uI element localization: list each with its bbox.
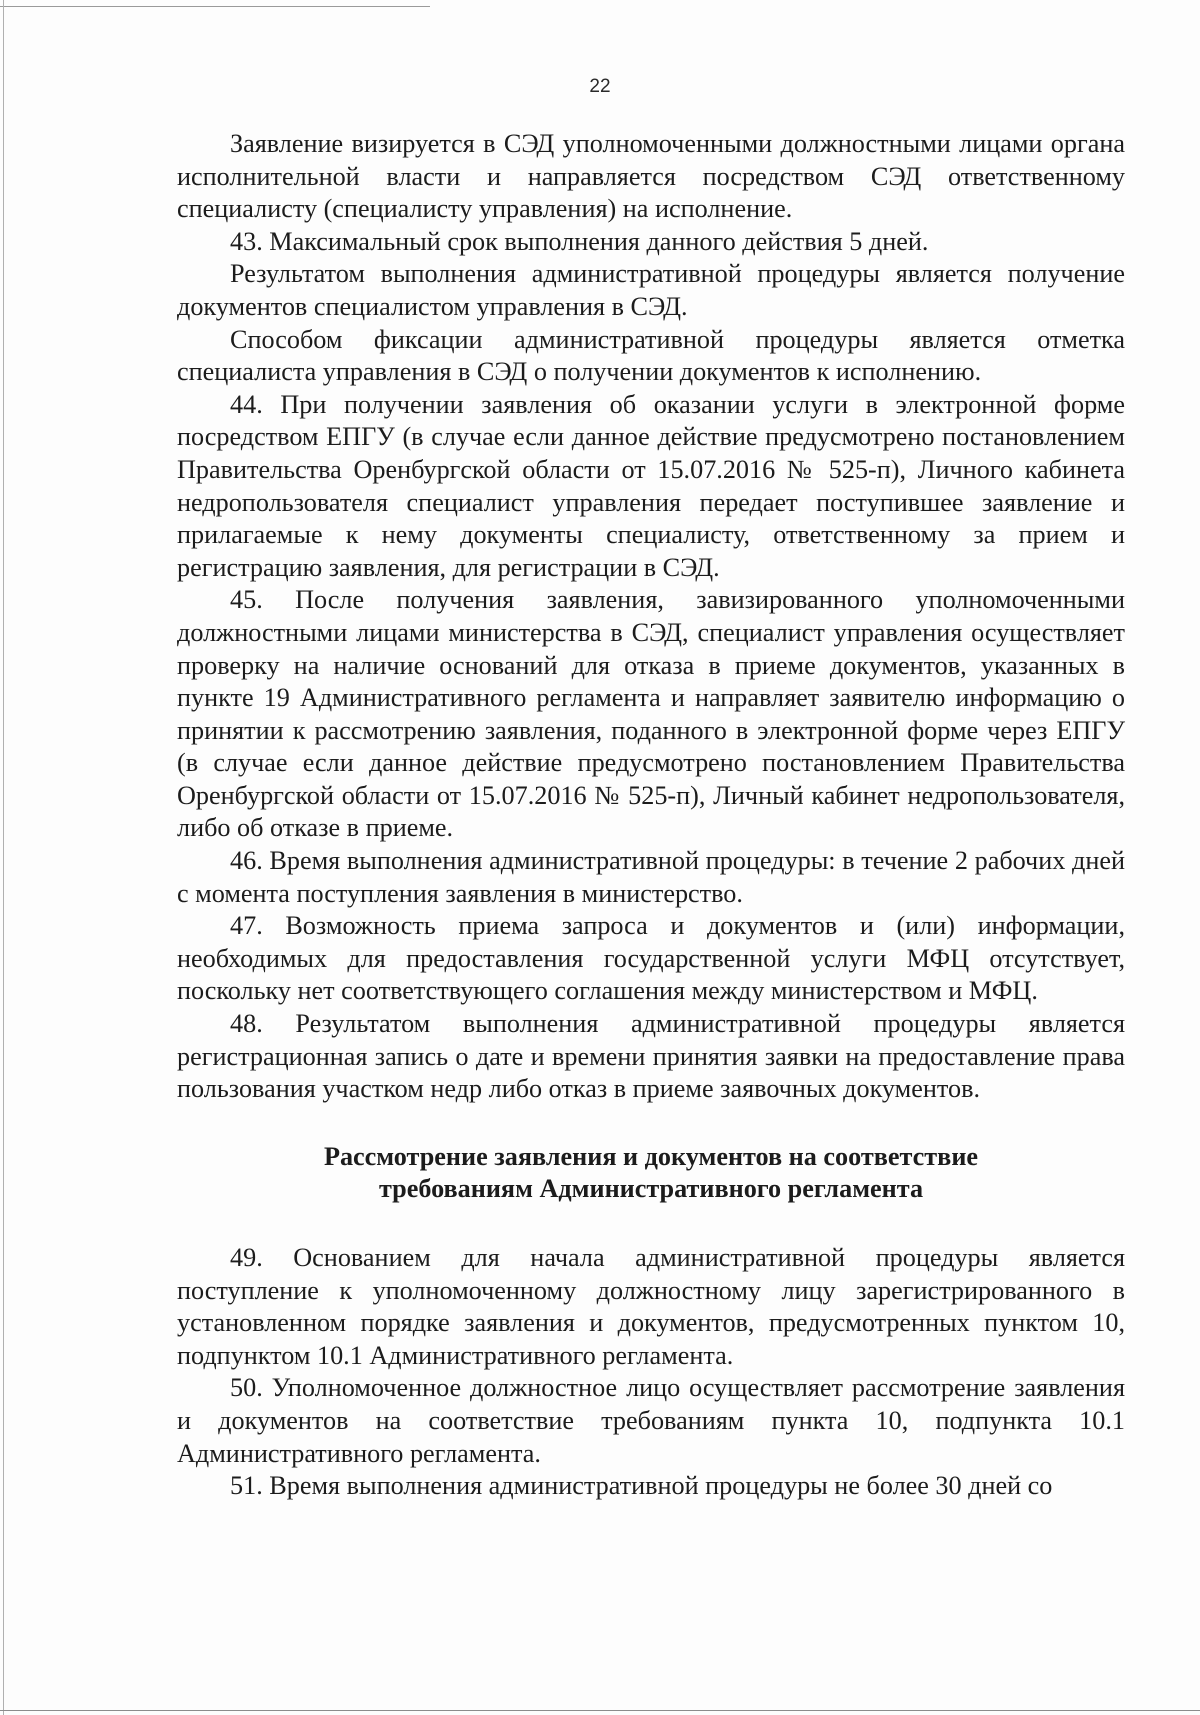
paragraph-endorsement: Заявление визируется в СЭД уполномоченными должностными лицами органа исполнительной власти и направляется посредством СЭД ответственному специалисту (специалисту управления) на исполнение. bbox=[177, 129, 1125, 224]
paragraph-45: 45. После получения заявления, завизированного уполномоченными должностными лицами министерства в СЭД, специалист управления осуществляет проверку на наличие оснований для отказа в приеме документов, указанных в пункте 19 Административного регламента и направляет заявителю информацию о принятии к рассмотрению заявления, поданного в электронной форме через ЕПГУ (в случае если данное действие предусмотрено постановлением Правительства Оренбургской области от 15.07.2016 № 525-п), Личный кабинет недропользователя, либо об отказе в приеме. bbox=[177, 585, 1125, 843]
paragraph-51: 51. Время выполнения административной процедуры не более 30 дней со bbox=[230, 1471, 1053, 1501]
scan-edge-top bbox=[0, 6, 430, 7]
paragraph-49: 49. Основанием для начала административной процедуры является поступление к уполномоченному должностному лицу зарегистрированного в установленном порядке заявления и документов, предусмотренных пунктом 10, подпунктом 10.1 Административного регламента. bbox=[177, 1243, 1125, 1370]
paragraph-result: Результатом выполнения административной процедуры является получение документов специалистом управления в СЭД. bbox=[177, 259, 1125, 321]
paragraph-48: 48. Результатом выполнения административной процедуры является регистрационная запись о дате и времени принятия заявки на предоставление права пользования участком недр либо отказ в приеме заявочных документов. bbox=[177, 1009, 1125, 1104]
paragraph-46: 46. Время выполнения административной процедуры: в течение 2 рабочих дней с момента поступления заявления в министерство. bbox=[177, 846, 1125, 908]
paragraph-43: 43. Максимальный срок выполнения данного действия 5 дней. bbox=[230, 226, 929, 256]
paragraph-fixation: Способом фиксации административной процедуры является отметка специалиста управления в СЭД о получении документов к исполнению. bbox=[177, 324, 1125, 387]
page-number: 22 bbox=[589, 76, 611, 97]
section-heading-line-1: Рассмотрение заявления и документов на соответствие bbox=[323, 1141, 979, 1171]
paragraph-50: 50. Уполномоченное должностное лицо осуществляет рассмотрение заявления и документов на соответствие требованиям пункта 10, подпункта 10.1 Административного регламента. bbox=[177, 1373, 1125, 1468]
paragraph-44: 44. При получении заявления об оказании услуги в электронной форме посредством ЕПГУ (в случае если данное действие предусмотрено постановлением Правительства Оренбургской области от 15.07.2016 № 525-п), Личного кабинета недропользователя специалист управления передает поступившее заявление и прилагаемые к нему документы специалисту, ответственному за прием и регистрацию заявления, для регистрации в СЭД. bbox=[177, 389, 1125, 582]
paragraph-47: 47. Возможность приема запроса и документов и (или) информации, необходимых для предоставления государственной услуги МФЦ отсутствует, поскольку нет соответствующего соглашения между министерством и МФЦ. bbox=[177, 911, 1125, 1006]
section-heading bbox=[177, 1141, 1125, 1206]
scan-edge-left bbox=[3, 0, 4, 1715]
section-heading-line-2: требованиям Административного регламента bbox=[378, 1174, 924, 1204]
scan-edge-bottom bbox=[0, 1710, 1200, 1711]
heading-spacer bbox=[177, 1206, 1125, 1242]
document-body bbox=[177, 128, 1125, 1503]
